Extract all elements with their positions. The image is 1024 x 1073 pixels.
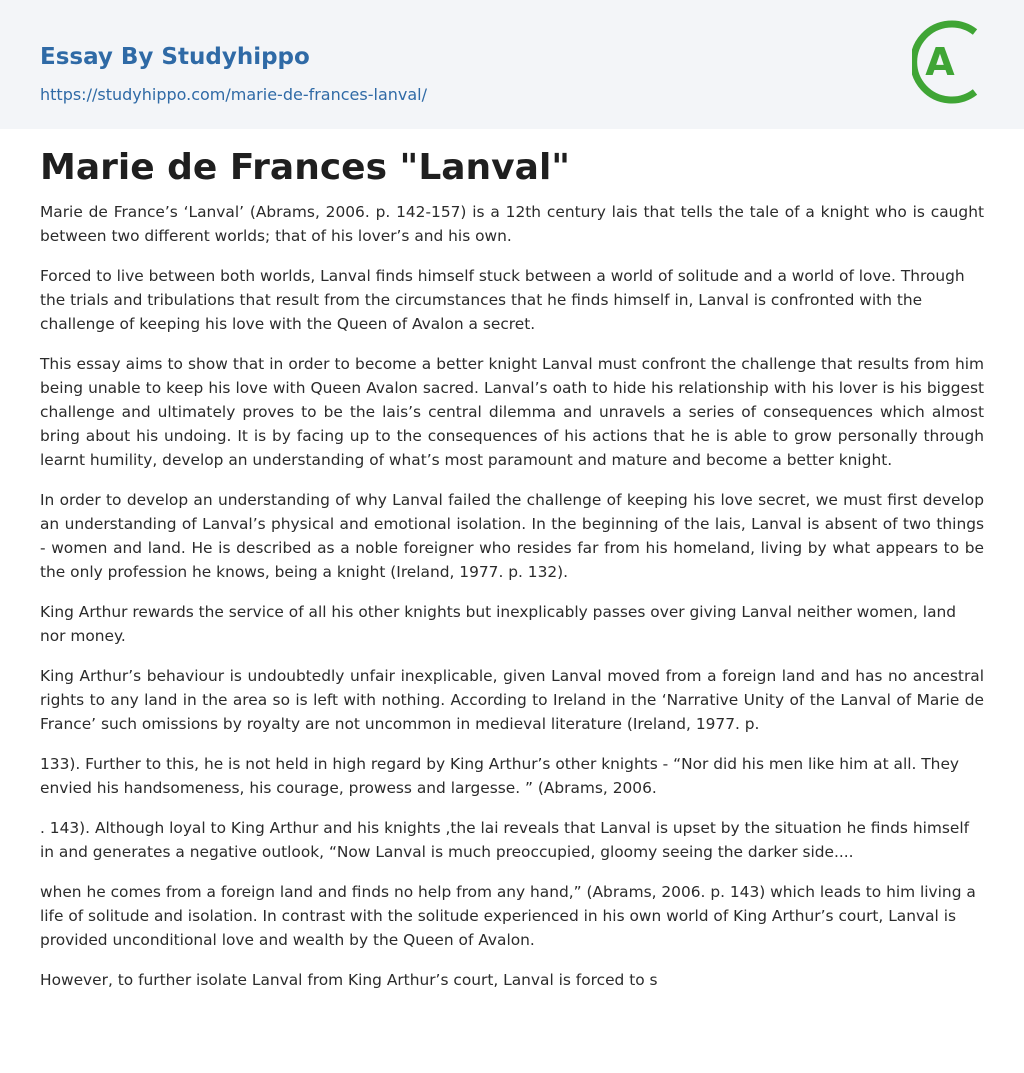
essay-body [40,200,984,1008]
page-title: Marie de Frances "Lanval" [40,147,571,188]
essay-paragraph: In order to develop an understanding of why Lanval failed the challenge of keeping his love secret, we must first develop an understanding of Lanval’s physical and emotional isolation. In the beginning of the lais, Lanval is absent of two things - women and land. He is described as a noble foreigner who resides far from his homeland, living by what appears to be the only profession he knows, being a knight (Ireland, 1977. p. 132). [40,491,984,581]
studyhippo-logo-icon[interactable] [912,18,988,106]
essay-paragraph: However, to further isolate Lanval from King Arthur’s court, Lanval is forced to s [40,971,658,989]
essay-paragraph: This essay aims to show that in order to become a better knight Lanval must confront the challenge that results from him being unable to keep his love with Queen Avalon sacred. Lanval’s oath to hide his relationship with his lover is his biggest challenge and ultimately proves to be the lais’s central dilemma and unravels a series of consequences which almost bring about his undoing. It is by facing up to the consequences of his actions that he is able to grow personally through learnt humility, develop an understanding of what’s most paramount and mature and become a better knight. [40,355,984,469]
brand-title: Essay By Studyhippo [40,44,310,70]
source-url-link[interactable]: https://studyhippo.com/marie-de-frances-lanval/ [40,85,427,104]
essay-paragraph: Forced to live between both worlds, Lanval finds himself stuck between a world of solitude and a world of love. Through the trials and tribulations that result from the circumstances that he finds himself in, Lanval is confronted with the challenge of keeping his love with the Queen of Avalon a secret. [40,267,965,333]
essay-paragraph: King Arthur rewards the service of all his other knights but inexplicably passes over giving Lanval neither women, land nor money. [40,603,957,645]
logo-letter: A [925,40,955,84]
essay-paragraph: 133). Further to this, he is not held in high regard by King Arthur’s other knights - “Nor did his men like him at all. They envied his handsomeness, his courage, prowess and largesse. ” (Abrams, 2006. [40,755,960,797]
essay-paragraph: . 143). Although loyal to King Arthur and his knights ,the lai reveals that Lanval is upset by the situation he finds himself in and generates a negative outlook, “Now Lanval is much preoccupied, gloomy seeing the darker side.... [40,819,970,861]
essay-paragraph: Marie de France’s ‘Lanval’ (Abrams, 2006. p. 142-157) is a 12th century lais that tells the tale of a knight who is caught between two different worlds; that of his lover’s and his own. [40,203,984,245]
essay-paragraph: King Arthur’s behaviour is undoubtedly unfair inexplicable, given Lanval moved from a foreign land and has no ancestral rights to any land in the area so is left with nothing. According to Ireland in the ‘Narrative Unity of the Lanval of Marie de France’ such omissions by royalty are not uncommon in medieval literature (Ireland, 1977. p. [40,667,984,733]
essay-paragraph: when he comes from a foreign land and finds no help from any hand,” (Abrams, 2006. p. 143) which leads to him living a life of solitude and isolation. In contrast with the solitude experienced in his own world of King Arthur’s court, Lanval is provided unconditional love and wealth by the Queen of Avalon. [40,883,976,949]
